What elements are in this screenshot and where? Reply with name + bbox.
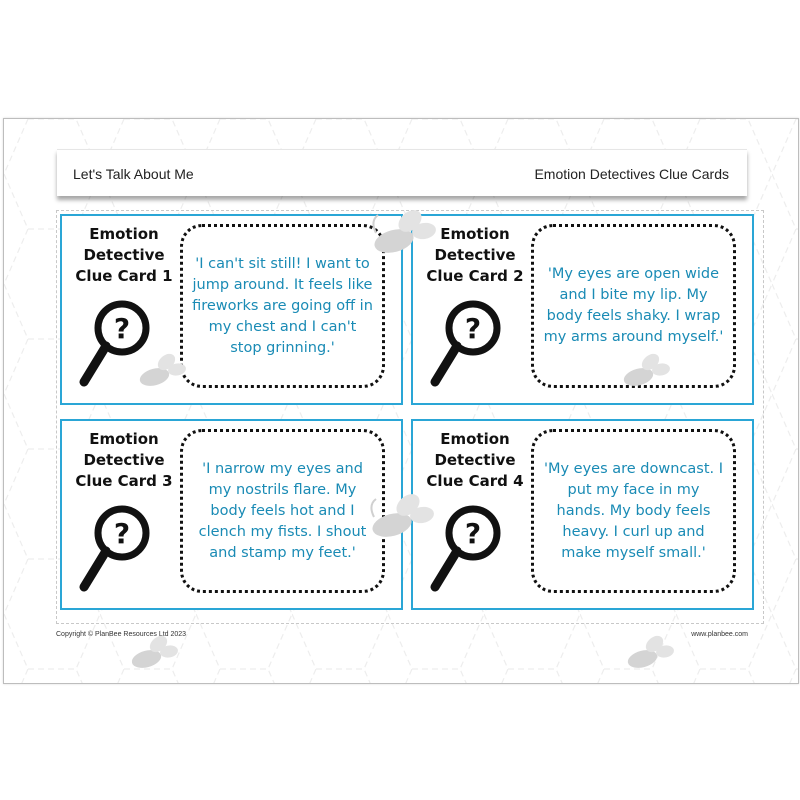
clue-text: 'My eyes are open wide and I bite my lip. My body feels shaky. I wrap my arms around myself.' bbox=[543, 266, 724, 345]
card-title-line: Clue Card 2 bbox=[426, 267, 524, 285]
bee-watermark-icon bbox=[616, 349, 676, 393]
bee-watermark-icon bbox=[362, 489, 442, 545]
header-band bbox=[57, 149, 747, 196]
card-title-line: Detective bbox=[83, 451, 165, 469]
card-title-line: Emotion bbox=[440, 430, 510, 448]
card-title-line: Detective bbox=[83, 246, 165, 264]
card-title-line: Emotion bbox=[440, 225, 510, 243]
card-title bbox=[70, 224, 178, 287]
svg-text:?: ? bbox=[464, 312, 482, 345]
clue-text: 'I can't sit still! I want to jump around. It feels like fireworks are going off in my chest and I can't stop grinning.' bbox=[192, 255, 373, 356]
magnifying-glass-question-icon bbox=[429, 300, 501, 392]
clue-box bbox=[180, 429, 385, 593]
website-text: www.planbee.com bbox=[691, 631, 748, 638]
card-title bbox=[421, 429, 529, 492]
clue-text: 'My eyes are downcast. I put my face in my hands. My body feels heavy. I curl up and make myself small.' bbox=[543, 460, 724, 561]
bee-watermark-icon bbox=[364, 205, 444, 261]
clue-card-4 bbox=[411, 419, 754, 610]
header-right-title: Emotion Detectives Clue Cards bbox=[534, 166, 729, 182]
card-title-line: Detective bbox=[434, 451, 516, 469]
card-title-line: Clue Card 3 bbox=[75, 472, 173, 490]
copyright-text: Copyright © PlanBee Resources Ltd 2023 bbox=[56, 631, 187, 638]
clue-text: 'I narrow my eyes and my nostrils flare. My body feels hot and I clench my fists. I shout and stamp my feet.' bbox=[198, 460, 367, 561]
card-title-line: Clue Card 4 bbox=[426, 472, 524, 490]
svg-text:?: ? bbox=[113, 312, 131, 345]
clue-card-3 bbox=[60, 419, 403, 610]
worksheet-page bbox=[3, 118, 799, 684]
clue-box bbox=[180, 224, 385, 388]
clue-card-1 bbox=[60, 214, 403, 405]
card-title-line: Emotion bbox=[89, 225, 159, 243]
card-title-line: Emotion bbox=[89, 430, 159, 448]
header-left-title: Let's Talk About Me bbox=[73, 166, 194, 182]
card-title-line: Clue Card 1 bbox=[75, 267, 173, 285]
card-title-line: Detective bbox=[434, 246, 516, 264]
magnifying-glass-question-icon bbox=[78, 505, 150, 597]
clue-card-2 bbox=[411, 214, 754, 405]
clue-box bbox=[531, 429, 736, 593]
bee-watermark-icon bbox=[132, 349, 192, 393]
card-title bbox=[70, 429, 178, 492]
bee-watermark-icon bbox=[620, 631, 680, 675]
cards-grid bbox=[56, 210, 764, 624]
svg-text:?: ? bbox=[464, 517, 482, 550]
svg-text:?: ? bbox=[113, 517, 131, 550]
